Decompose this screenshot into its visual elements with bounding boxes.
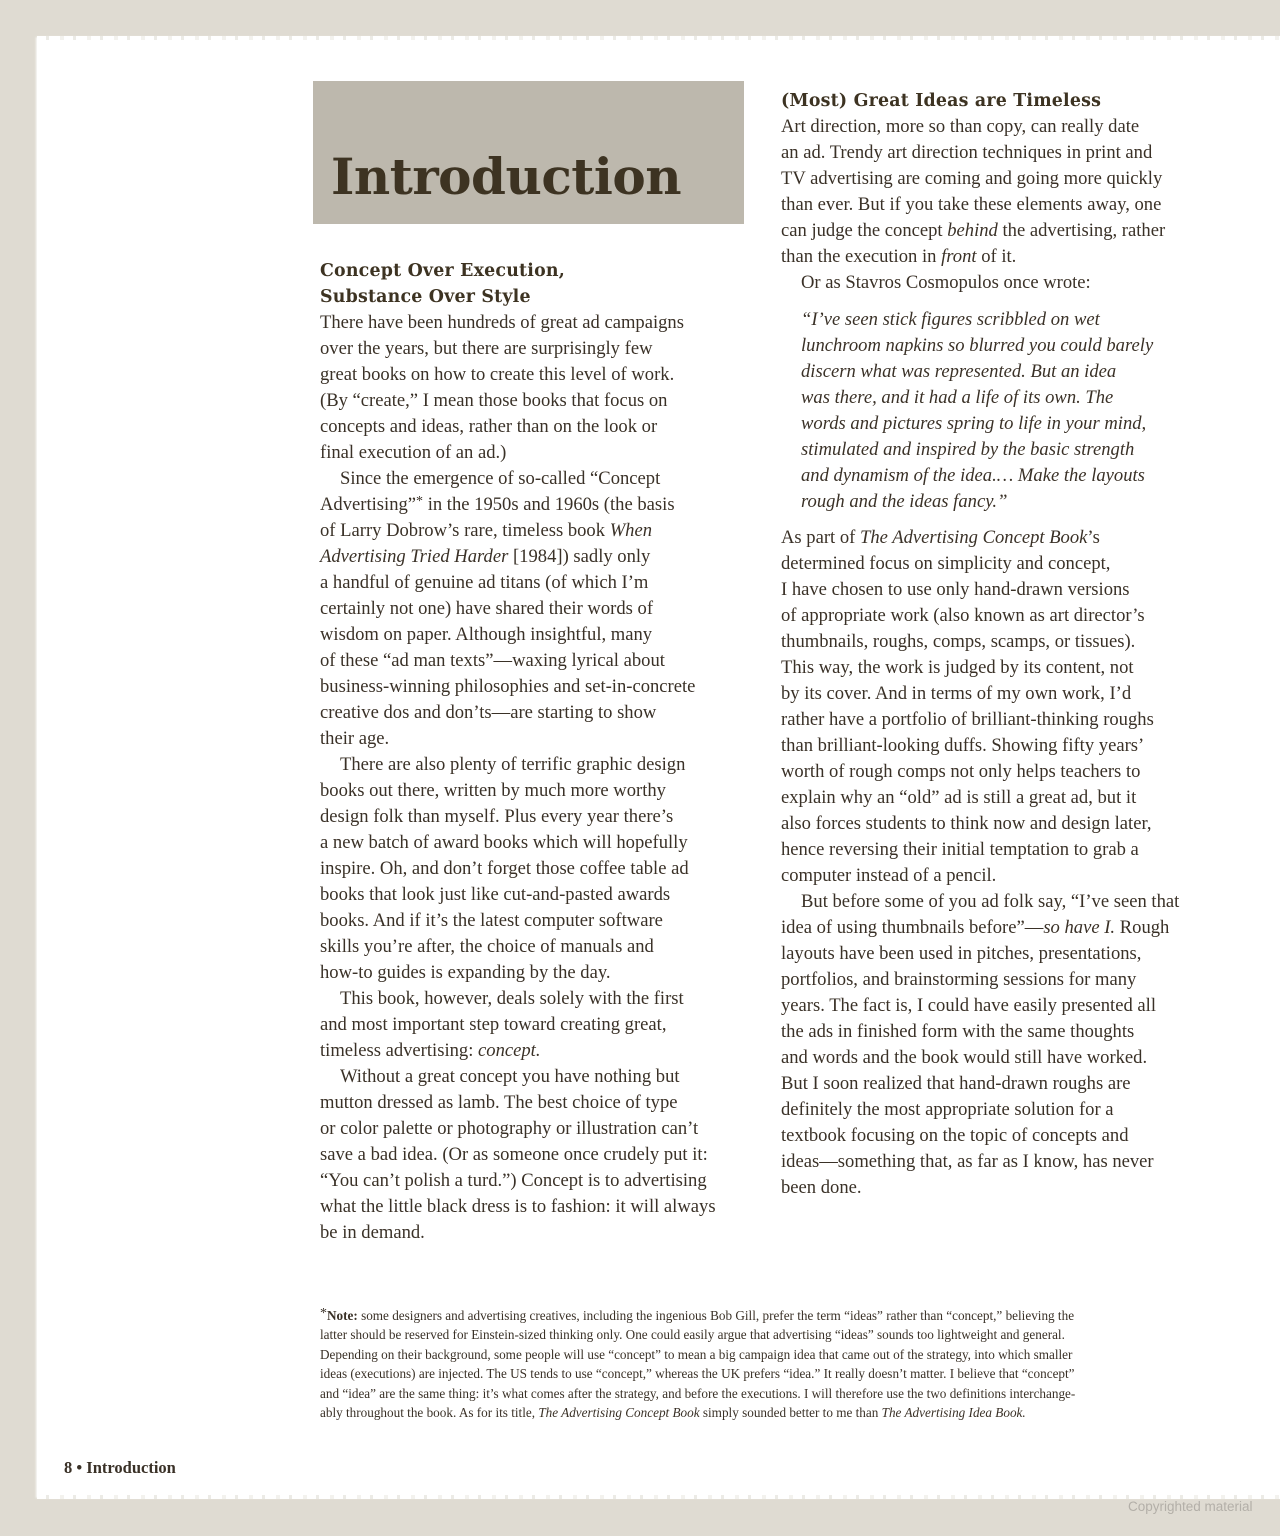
text-line: than brilliant-looking duffs. Showing fifty years’: [781, 735, 1145, 756]
text-line: over the years, but there are surprisingly few: [320, 338, 653, 359]
text-line: [781, 218, 1211, 244]
text-line: be in demand.: [320, 1222, 425, 1243]
text-line: This book, however, deals solely with the first: [340, 988, 684, 1009]
text-line: [320, 1038, 750, 1064]
text-line: Without a great concept you have nothing but: [340, 1066, 680, 1087]
paragraph-3: [320, 752, 750, 986]
book-title-italic: Advertising Tried Harder: [320, 546, 509, 567]
paragraph-4: [320, 986, 750, 1064]
text-line: TV advertising are coming and going more quickly: [781, 168, 1163, 189]
text-run: in the 1950s and 1960s (the basis: [423, 494, 675, 515]
text-line: worth of rough comps not only helps teachers to: [781, 761, 1141, 782]
quote-line: stimulated and inspired by the basic strength: [801, 439, 1135, 460]
text-run: the advertising, rather: [997, 220, 1166, 241]
emphasis-italic: so have I.: [1043, 917, 1116, 938]
text-line: I have chosen to use only hand-drawn versions: [781, 579, 1130, 600]
text-line: great books on how to create this level of work.: [320, 364, 675, 385]
paragraph-1: [781, 114, 1211, 270]
text-line: [320, 492, 750, 518]
text-line: than ever. But if you take these elements away, one: [781, 194, 1162, 215]
text-run: idea of using thumbnails before”—: [781, 917, 1044, 938]
chapter-title-box: [313, 81, 744, 224]
text-line: layouts have been used in pitches, presentations,: [781, 943, 1142, 964]
text-line: This way, the work is judged by its content, not: [781, 657, 1134, 678]
text-line: books. And if it’s the latest computer software: [320, 910, 663, 931]
text-line: portfolios, and brainstorming sessions for many: [781, 969, 1137, 990]
text-line: books out there, written by much more worthy: [320, 780, 666, 801]
section-heading-concept-over-execution: [320, 258, 750, 310]
text-line: computer instead of a pencil.: [781, 865, 997, 886]
text-line: or color palette or photography or illustration can’t: [320, 1118, 699, 1139]
text-line: explain why an “old” ad is still a great ad, but it: [781, 787, 1137, 808]
text-line: inspire. Oh, and don’t forget those coffee table ad: [320, 858, 689, 879]
text-line: [781, 244, 1211, 270]
quote-line: rough and the ideas fancy.”: [801, 491, 1008, 512]
text-run: As part of: [781, 527, 861, 548]
text-line: of appropriate work (also known as art director’s: [781, 605, 1145, 626]
text-line: their age.: [320, 728, 390, 749]
text-line: definitely the most appropriate solution for a: [781, 1099, 1114, 1120]
footnote-line: [320, 1306, 1210, 1325]
text-line: and words and the book would still have worked.: [781, 1047, 1148, 1068]
text-line: wisdom on paper. Although insightful, many: [320, 624, 653, 645]
text-line: But I soon realized that hand-drawn roughs are: [781, 1073, 1131, 1094]
text-run: [1984]) sadly only: [508, 546, 651, 567]
right-column: [781, 88, 1211, 1201]
text-line: how-to guides is expanding by the day.: [320, 962, 611, 983]
text-line: of these “ad man texts”—waxing lyrical about: [320, 650, 665, 671]
text-run: simply sounded better to me than: [699, 1405, 882, 1421]
text-line: [320, 544, 750, 570]
paragraph-2: [781, 270, 1211, 296]
text-line: what the little black dress is to fashion: it will always: [320, 1196, 716, 1217]
text-line: certainly not one) have shared their words of: [320, 598, 654, 619]
book-title-italic: The Advertising Concept Book: [860, 527, 1088, 548]
text-line: skills you’re after, the choice of manuals and: [320, 936, 654, 957]
text-run: ’s: [1087, 527, 1100, 548]
footnote-line: latter should be reserved for Einstein-sized thinking only. One could easily argue that advertising “ideas” sounds too lightweight and general.: [320, 1327, 1065, 1343]
paragraph-5: [320, 1064, 750, 1246]
chapter-title: Introduction: [331, 147, 682, 206]
footnote-marker[interactable]: *: [416, 494, 424, 509]
text-line: Art direction, more so than copy, can really date: [781, 116, 1140, 137]
text-run: of it.: [976, 246, 1017, 267]
page-folio: [64, 1458, 176, 1478]
text-line: determined focus on simplicity and concept,: [781, 553, 1111, 574]
quote-line: lunchroom napkins so blurred you could barely: [801, 335, 1154, 356]
text-run: ably throughout the book. As for its title,: [320, 1405, 539, 1421]
heading-line: Concept Over Execution,: [320, 261, 565, 281]
quote-line: was there, and it had a life of its own. The: [801, 387, 1114, 408]
text-line: “You can’t polish a turd.”) Concept is to advertising: [320, 1170, 707, 1191]
text-line: hence reversing their initial temptation to grab a: [781, 839, 1139, 860]
text-line: [781, 915, 1211, 941]
text-line: design folk than myself. Plus every year there’s: [320, 806, 674, 827]
text-line: concepts and ideas, rather than on the look or: [320, 416, 658, 437]
heading-line: (Most) Great Ideas are Timeless: [781, 91, 1102, 111]
text-line: (By “create,” I mean those books that focus on: [320, 390, 668, 411]
text-run: of Larry Dobrow’s rare, timeless book: [320, 520, 610, 541]
text-run: timeless advertising:: [320, 1040, 479, 1061]
text-line: mutton dressed as lamb. The best choice of type: [320, 1092, 678, 1113]
footnote-line: ideas (executions) are injected. The US tends to use “concept,” whereas the UK prefers “idea.” It really doesn’t matter. I believe that “concept”: [320, 1366, 1075, 1382]
text-line: creative dos and don’ts—are starting to show: [320, 702, 657, 723]
text-line: ideas—something that, as far as I know, has never: [781, 1151, 1154, 1172]
text-run: than the execution in: [781, 246, 942, 267]
text-line: [320, 518, 750, 544]
quote-line: and dynamism of the idea.… Make the layouts: [801, 465, 1145, 486]
text-line: textbook focusing on the topic of concepts and: [781, 1125, 1129, 1146]
text-line: by its cover. And in terms of my own work, I’d: [781, 683, 1132, 704]
text-line: final execution of an ad.): [320, 442, 507, 463]
text-line: There are also plenty of terrific graphic design: [340, 754, 686, 775]
emphasis-italic: front: [941, 246, 977, 267]
book-title-italic: The Advertising Concept Book: [538, 1405, 700, 1421]
text-line: [781, 525, 1211, 551]
copyright-watermark: Copyrighted material: [1128, 1499, 1253, 1514]
text-line: the ads in finished form with the same thoughts: [781, 1021, 1135, 1042]
paragraph-4: [781, 889, 1211, 1201]
footnote: [320, 1306, 1210, 1422]
text-line: years. The fact is, I could have easily presented all: [781, 995, 1156, 1016]
text-run: some designers and advertising creatives, including the ingenious Bob Gill, prefer the term “ideas” rather than “concept,” believing the: [357, 1308, 1075, 1323]
text-line: a new batch of award books which will hopefully: [320, 832, 688, 853]
text-line: and most important step toward creating great,: [320, 1014, 667, 1035]
paragraph-2: [320, 466, 750, 752]
text-line: But before some of you ad folk say, “I’ve seen that: [801, 891, 1180, 912]
book-title-italic: The Advertising Idea Book.: [881, 1405, 1026, 1421]
heading-line: Substance Over Style: [320, 287, 531, 307]
text-line: a handful of genuine ad titans (of which I’m: [320, 572, 649, 593]
text-line: Or as Stavros Cosmopulos once wrote:: [801, 272, 1091, 293]
block-quote: [801, 307, 1211, 515]
book-title-italic: When: [609, 520, 653, 541]
footnote-line: and “idea” are the same thing: it’s what comes after the strategy, and before the executions. I will therefore use the two definitions interchange-: [320, 1385, 1076, 1401]
text-line: save a bad idea. (Or as someone once crudely put it:: [320, 1144, 708, 1165]
quote-line: discern what was represented. But an idea: [801, 361, 1117, 382]
footnote-star-icon: *: [320, 1306, 327, 1321]
running-section-title: Introduction: [86, 1458, 176, 1477]
quote-line: “I’ve seen stick figures scribbled on wet: [801, 309, 1100, 330]
text-line: thumbnails, roughs, comps, scamps, or tissues).: [781, 631, 1136, 652]
text-line: been done.: [781, 1177, 862, 1198]
footnote-line: [320, 1403, 1210, 1422]
text-line: There have been hundreds of great ad campaigns: [320, 312, 684, 333]
text-line: rather have a portfolio of brilliant-thinking roughs: [781, 709, 1154, 730]
left-column: [320, 258, 750, 1246]
footnote-label: Note:: [327, 1308, 358, 1323]
text-line: Since the emergence of so-called “Concept: [340, 468, 661, 489]
text-run: can judge the concept: [781, 220, 948, 241]
text-line: books that look just like cut-and-pasted awards: [320, 884, 671, 905]
text-run: Rough: [1115, 917, 1170, 938]
text-line: also forces students to think now and design later,: [781, 813, 1152, 834]
paragraph-1: [320, 310, 750, 466]
text-line: an ad. Trendy art direction techniques in print and: [781, 142, 1153, 163]
section-heading-great-ideas-timeless: [781, 88, 1211, 114]
quote-line: words and pictures spring to life in your mind,: [801, 413, 1147, 434]
emphasis-italic: concept.: [478, 1040, 541, 1061]
bullet-separator: •: [76, 1458, 83, 1477]
text-line: business-winning philosophies and set-in-concrete: [320, 676, 696, 697]
paragraph-3: [781, 525, 1211, 889]
emphasis-italic: behind: [947, 220, 998, 241]
page-number: 8: [64, 1458, 73, 1477]
footnote-line: Depending on their background, some people will use “concept” to mean a big campaign idea that came out of the strategy, into which smaller: [320, 1346, 1073, 1362]
text-run: Advertising”: [320, 494, 417, 515]
